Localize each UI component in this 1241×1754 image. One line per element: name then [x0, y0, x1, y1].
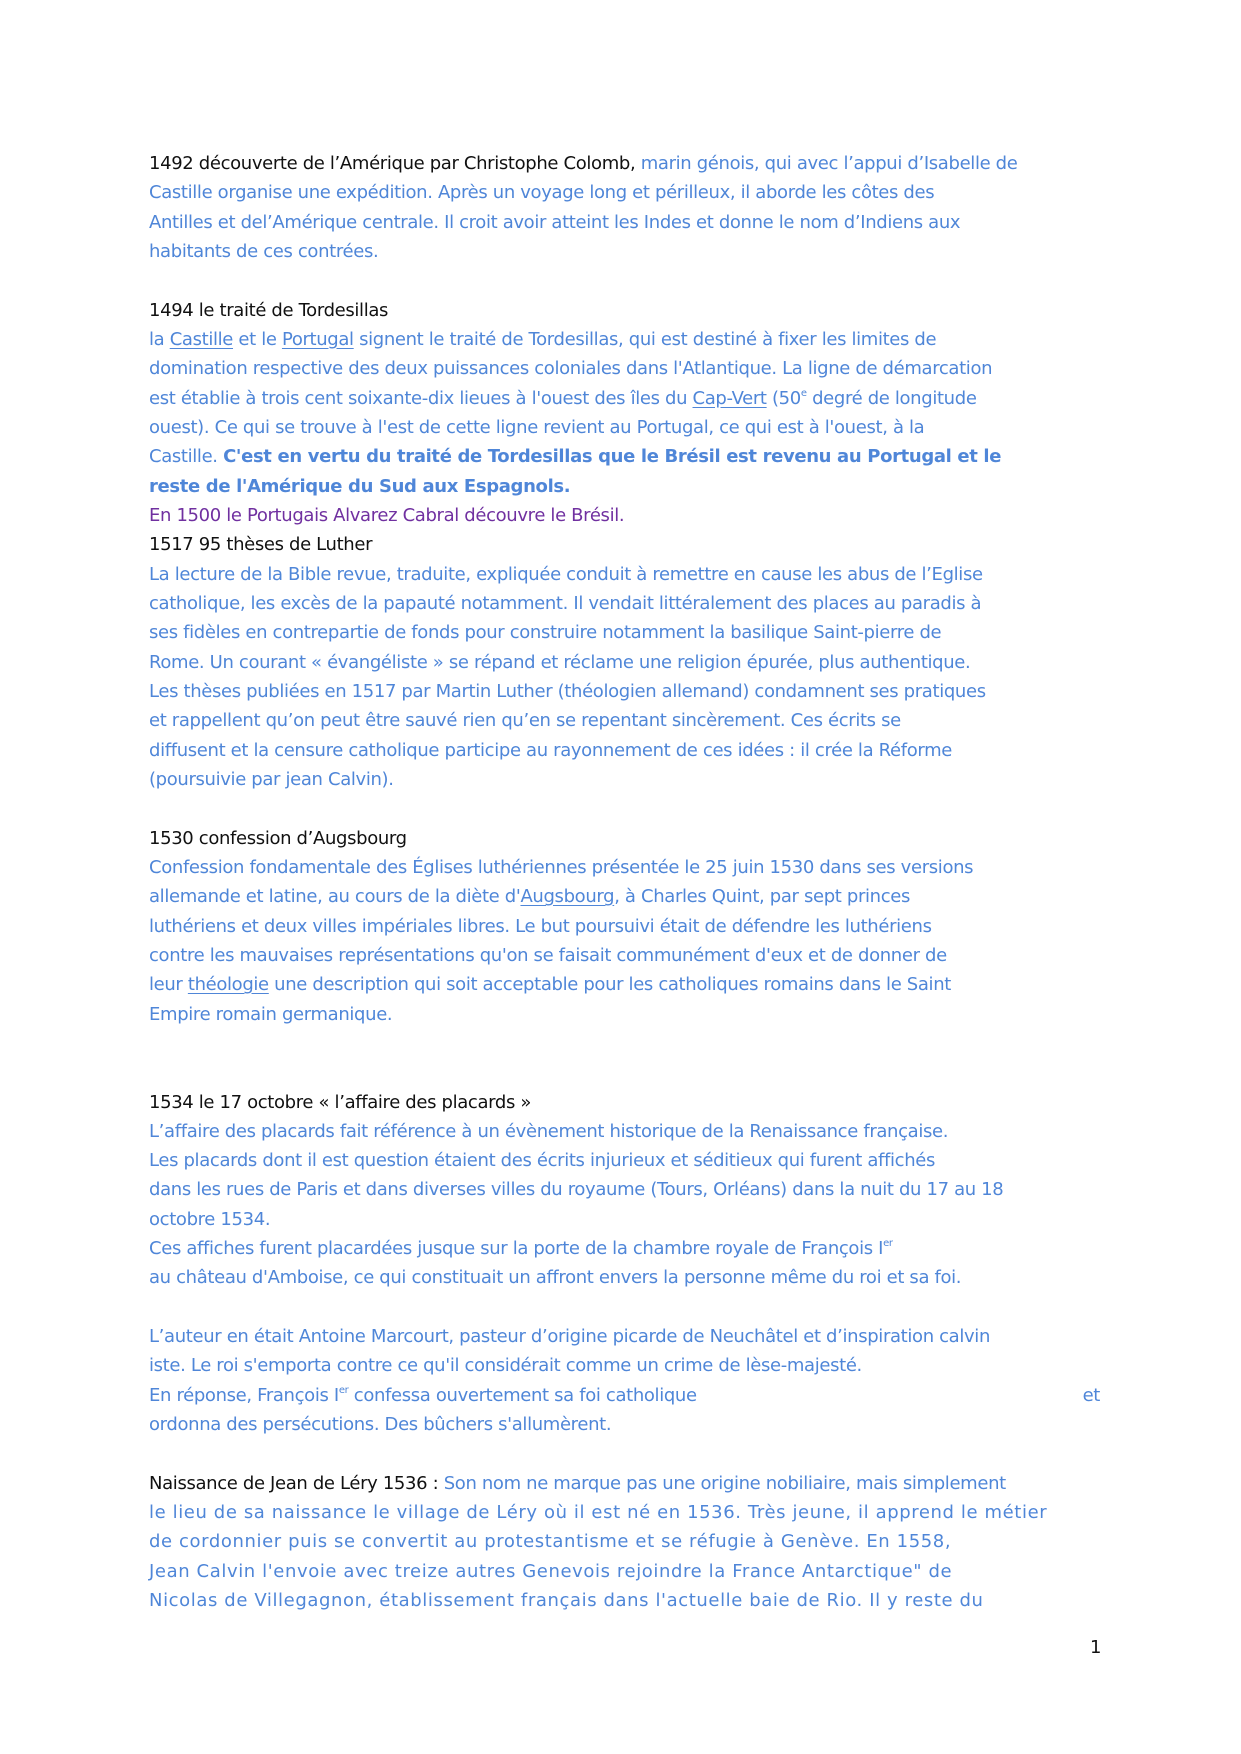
body-text: et	[1082, 1384, 1100, 1406]
heading-text: 1494 le traité de Tordesillas	[149, 299, 389, 321]
text-line	[149, 1381, 1100, 1410]
text-line	[149, 384, 1099, 413]
body-text: L’auteur en était Antoine Marcourt, pasteur d’origine picarde de Neuchâtel et d’inspiration calvin	[149, 1326, 991, 1348]
text-line	[149, 1000, 1099, 1029]
text-line	[149, 1117, 1099, 1146]
body-text: En 1500 le Portugais Alvarez Cabral découvre le Brésil.	[149, 504, 625, 526]
hyperlink[interactable]: Cap-Vert	[692, 387, 767, 409]
body-text: au château d'Amboise, ce qui constituait un affront envers la personne même du roi et sa foi.	[149, 1267, 962, 1289]
body-text: luthériens et deux villes impériales libres. Le but poursuivi était de défendre les luthériens	[149, 915, 932, 937]
text-line	[149, 1263, 1099, 1292]
body-text: L’affaire des placards fait référence à un évènement historique de la Renaissance française.	[149, 1120, 949, 1142]
hyperlink[interactable]: Portugal	[281, 328, 354, 350]
blank-line	[149, 266, 1099, 295]
text-line	[149, 1527, 1099, 1556]
line-left	[149, 1381, 697, 1410]
body-text: La lecture de la Bible revue, traduite, expliquée conduit à remettre en cause les abus de l’Eglise	[149, 563, 983, 585]
text-line	[149, 208, 1099, 237]
text-line	[149, 824, 1099, 853]
document-body	[149, 149, 1099, 1615]
body-text: marin génois, qui avec l’appui d’Isabelle de	[640, 153, 1018, 174]
text-line	[149, 1175, 1099, 1204]
superscript: e	[800, 387, 807, 399]
text-line	[149, 472, 1099, 501]
body-text: Les thèses publiées en 1517 par Martin Luther (théologien allemand) condamnent ses pratiques	[149, 680, 986, 702]
text-line	[149, 765, 1099, 794]
blank-line	[149, 1058, 1099, 1087]
text-line	[149, 149, 1099, 178]
body-text: En réponse, François I	[149, 1384, 339, 1406]
hyperlink[interactable]: théologie	[187, 974, 269, 996]
text-line	[149, 354, 1099, 383]
text-line	[149, 1557, 1099, 1586]
text-line	[149, 1088, 1099, 1117]
body-text: ouest). Ce qui se trouve à l'est de cette ligne revient au Portugal, ce qui est à l'ouest, à la	[149, 416, 925, 438]
blank-line	[149, 1293, 1099, 1322]
body-text: Antilles et del’Amérique centrale. Il croit avoir atteint les Indes et donne le nom d’Indiens aux	[149, 211, 961, 233]
text-line	[149, 325, 1099, 354]
body-text: Son nom ne marque pas une origine nobiliaire, mais simplement	[443, 1472, 1006, 1494]
body-text: leur	[149, 974, 188, 996]
heading-text: 1534 le 17 octobre « l’affaire des placards »	[149, 1091, 532, 1113]
body-text: domination respective des deux puissances coloniales dans l'Atlantique. La ligne de démarcation	[149, 358, 993, 380]
body-text: et le	[233, 328, 282, 350]
body-text: confessa ouvertement sa foi catholique	[348, 1384, 697, 1406]
body-text: contre les mauvaises représentations qu'on se faisait communément d'eux et de donner de	[149, 944, 947, 966]
blank-line	[149, 1439, 1099, 1468]
body-text: une description qui soit acceptable pour les catholiques romains dans le Saint	[268, 974, 951, 996]
text-line	[149, 706, 1099, 735]
body-text: Castille organise une expédition. Après un voyage long et périlleux, il aborde les côtes des	[149, 182, 935, 204]
text-line	[149, 442, 1099, 471]
body-text: iste. Le roi s'emporta contre ce qu'il considérait comme un crime de lèse-majesté.	[149, 1355, 862, 1377]
body-text: , à Charles Quint, par sept princes	[614, 886, 911, 908]
text-line	[149, 648, 1099, 677]
text-line	[149, 560, 1099, 589]
body-text: C'est en vertu du traité de Tordesillas que le Brésil est revenu au Portugal et le	[223, 446, 1002, 468]
hyperlink[interactable]: Castille	[169, 328, 234, 350]
body-text: Ces affiches furent placardées jusque sur la porte de la chambre royale de François I	[149, 1238, 884, 1260]
text-line	[149, 618, 1099, 647]
text-line	[149, 1586, 1099, 1615]
text-line	[149, 853, 1099, 882]
page-number: 1	[1090, 1637, 1102, 1658]
body-text: diffusent et la censure catholique participe au rayonnement de ces idées : il crée la Réforme	[149, 739, 953, 761]
text-line	[149, 1469, 1099, 1498]
heading-text: 1492 découverte de l’Amérique par Christophe Colomb,	[149, 153, 641, 174]
superscript: er	[883, 1238, 893, 1250]
body-text: octobre 1534.	[149, 1208, 271, 1230]
text-line	[149, 501, 1099, 530]
body-text: signent le traité de Tordesillas, qui est destiné à fixer les limites de	[353, 328, 937, 350]
body-text: ordonna des persécutions. Des bûchers s'allumèrent.	[149, 1414, 612, 1436]
hyperlink[interactable]: Augsbourg	[520, 886, 615, 908]
text-line	[149, 413, 1099, 442]
body-text: reste de l'Amérique du Sud aux Espagnols.	[149, 475, 571, 497]
body-text: (poursuivie par jean Calvin).	[149, 768, 394, 790]
text-line	[149, 1234, 1099, 1263]
body-text: Nicolas de Villegagnon, établissement français dans l'actuelle baie de Rio. Il y reste du	[149, 1590, 984, 1612]
body-text: Rome. Un courant « évangéliste » se répand et réclame une religion épurée, plus authentique.	[149, 651, 971, 673]
body-text: habitants de ces contrées.	[149, 240, 379, 262]
text-line	[149, 1205, 1099, 1234]
text-line	[149, 178, 1099, 207]
text-line	[149, 1351, 1099, 1380]
body-text: Castille.	[149, 446, 224, 468]
body-text: la	[149, 328, 170, 350]
blank-line	[149, 1029, 1099, 1058]
text-line	[149, 912, 1099, 941]
text-line	[149, 530, 1099, 559]
text-line	[149, 736, 1099, 765]
body-text: est établie à trois cent soixante-dix lieues à l'ouest des îles du	[149, 387, 693, 409]
body-text: le lieu de sa naissance le village de Léry où il est né en 1536. Très jeune, il apprend le métier	[149, 1502, 1048, 1524]
heading-text: Naissance de Jean de Léry 1536 :	[149, 1472, 444, 1494]
body-text: ses fidèles en contrepartie de fonds pour construire notamment la basilique Saint-pierre de	[149, 622, 942, 644]
body-text: catholique, les excès de la papauté notamment. Il vendait littéralement des places au paradis à	[149, 592, 982, 614]
blank-line	[149, 794, 1099, 823]
body-text: Jean Calvin l'envoie avec treize autres Genevois rejoindre la France Antarctique" de	[149, 1560, 953, 1582]
text-line	[149, 882, 1099, 911]
body-text: dans les rues de Paris et dans diverses villes du royaume (Tours, Orléans) dans la nuit du 17 au 18	[149, 1179, 1004, 1201]
body-text: Empire romain germanique.	[149, 1003, 393, 1025]
body-text: Confession fondamentale des Églises luthériennes présentée le 25 juin 1530 dans ses versions	[149, 856, 974, 878]
heading-text: 1517 95 thèses de Luther	[149, 534, 373, 556]
text-line	[149, 941, 1099, 970]
text-line	[149, 1498, 1099, 1527]
text-line	[149, 1146, 1099, 1175]
body-text: (50	[766, 387, 801, 409]
text-line	[149, 589, 1099, 618]
superscript: er	[338, 1384, 349, 1396]
text-line	[149, 970, 1099, 999]
text-line	[149, 296, 1099, 325]
body-text: de cordonnier puis se convertit au protestantisme et se réfugie à Genève. En 1558,	[149, 1531, 952, 1553]
text-line	[149, 1322, 1099, 1351]
text-line	[149, 237, 1099, 266]
text-line	[149, 677, 1099, 706]
heading-text: 1530 confession d’Augsbourg	[149, 827, 407, 849]
body-text: Les placards dont il est question étaient des écrits injurieux et séditieux qui furent affichés	[149, 1150, 936, 1172]
body-text: et rappellent qu’on peut être sauvé rien qu’en se repentant sincèrement. Ces écrits se	[149, 710, 901, 732]
body-text: allemande et latine, au cours de la diète d'	[149, 886, 521, 908]
text-line	[149, 1410, 1099, 1439]
body-text: degré de longitude	[806, 387, 977, 409]
